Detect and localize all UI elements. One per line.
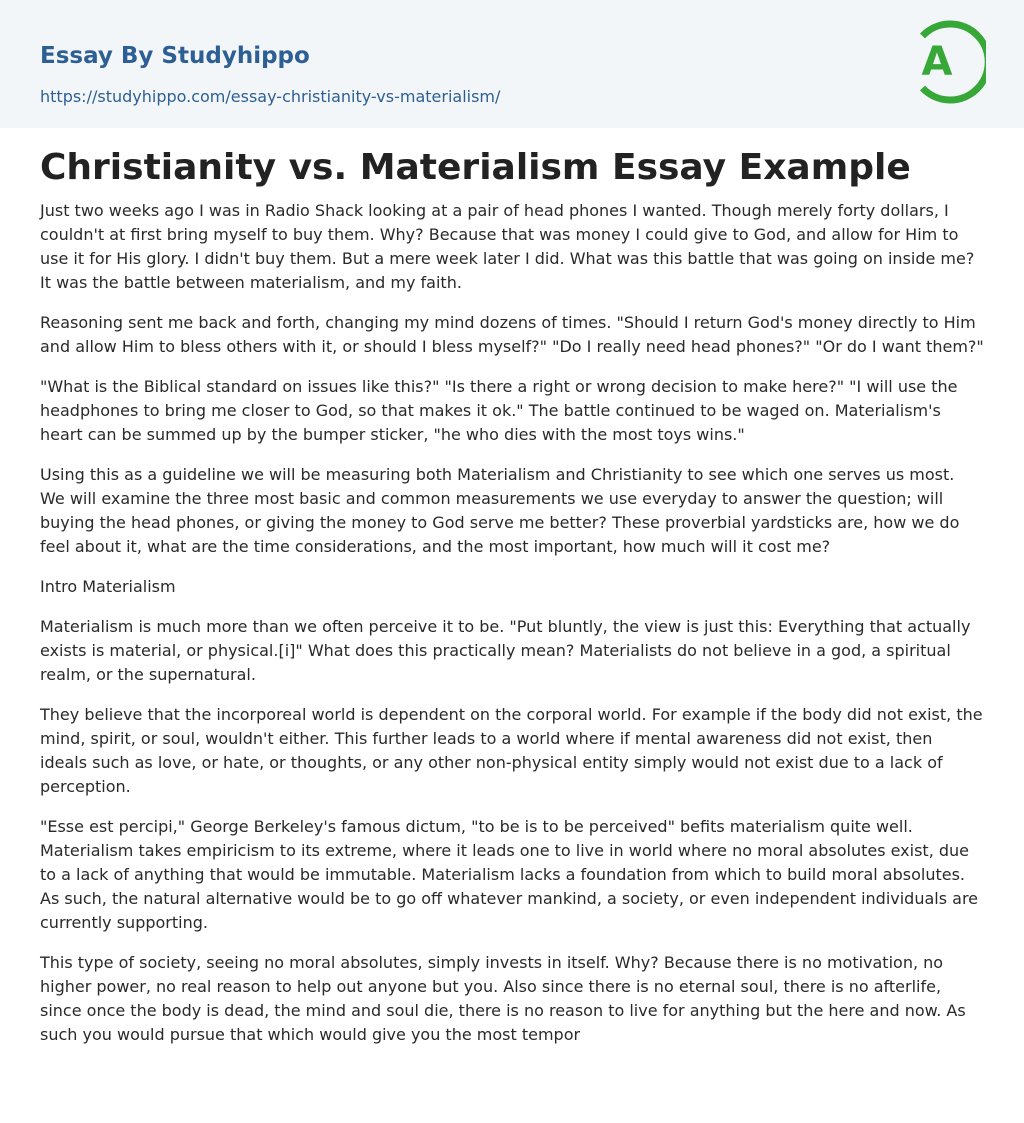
paragraph: "What is the Biblical standard on issues like this?" "Is there a right or wrong decision to make here?" "I will use the headphones to bring me closer to God, so that makes it ok." The battle continued to be waged on. Materialism's heart can be summed up by the bumper sticker, "he who dies with the most toys wins."	[40, 377, 958, 444]
logo-letter: A	[921, 39, 953, 85]
paragraph: Just two weeks ago I was in Radio Shack looking at a pair of head phones I wanted. Though merely forty dollars, I couldn't at first bring myself to buy them. Why? Because that was money I could give to God, and allow for Him to use it for His glory. I didn't buy them. But a mere week later I did. What was this battle that was going on inside me? It was the battle between materialism, and my faith.	[40, 201, 975, 292]
source-url-link[interactable]: https://studyhippo.com/essay-christianity-vs-materialism/	[40, 87, 501, 106]
site-header	[0, 0, 1024, 128]
paragraph: They believe that the incorporeal world is dependent on the corporal world. For example if the body did not exist, the mind, spirit, or soul, wouldn't either. This further leads to a world where if mental awareness did not exist, then ideals such as love, or hate, or thoughts, or any other non-physical entity simply would not exist due to a lack of perception.	[40, 705, 983, 796]
section-heading: Intro Materialism	[40, 577, 176, 596]
paragraph: This type of society, seeing no moral absolutes, simply invests in itself. Why? Because there is no motivation, no higher power, no real reason to help out anyone but you. Also since there is no eternal soul, there is no afterlife, since once the body is dead, the mind and soul die, there is no reason to live for anything but the here and now. As such you would pursue that which would give you the most tempor	[40, 953, 966, 1044]
paragraph: Reasoning sent me back and forth, changing my mind dozens of times. "Should I return God's money directly to Him and allow Him to bless others with it, or should I bless myself?" "Do I really need head phones?" "Or do I want them?"	[40, 313, 984, 356]
site-title[interactable]: Essay By Studyhippo	[40, 43, 310, 69]
paragraph: Materialism is much more than we often perceive it to be. "Put bluntly, the view is just this: Everything that actually exists is material, or physical.[i]" What does this practically mean? Materialists do not believe in a god, a spiritual realm, or the supernatural.	[40, 617, 971, 684]
studyhippo-logo-icon[interactable]	[912, 18, 986, 106]
article	[0, 147, 1024, 1047]
paragraph: Using this as a guideline we will be measuring both Materialism and Christianity to see which one serves us most. We will examine the three most basic and common measurements we use everyday to answer the question; will buying the head phones, or giving the money to God serve me better? These proverbial yardsticks are, how we do feel about it, what are the time considerations, and the most important, how much will it cost me?	[40, 465, 960, 556]
paragraph: "Esse est percipi," George Berkeley's famous dictum, "to be is to be perceived" befits materialism quite well. Materialism takes empiricism to its extreme, where it leads one to live in world where no moral absolutes exist, due to a lack of anything that would be immutable. Materialism lacks a foundation from which to build moral absolutes. As such, the natural alternative would be to go off whatever mankind, a society, or even independent individuals are currently supporting.	[40, 817, 979, 932]
page-title: Christianity vs. Materialism Essay Example	[40, 147, 911, 188]
